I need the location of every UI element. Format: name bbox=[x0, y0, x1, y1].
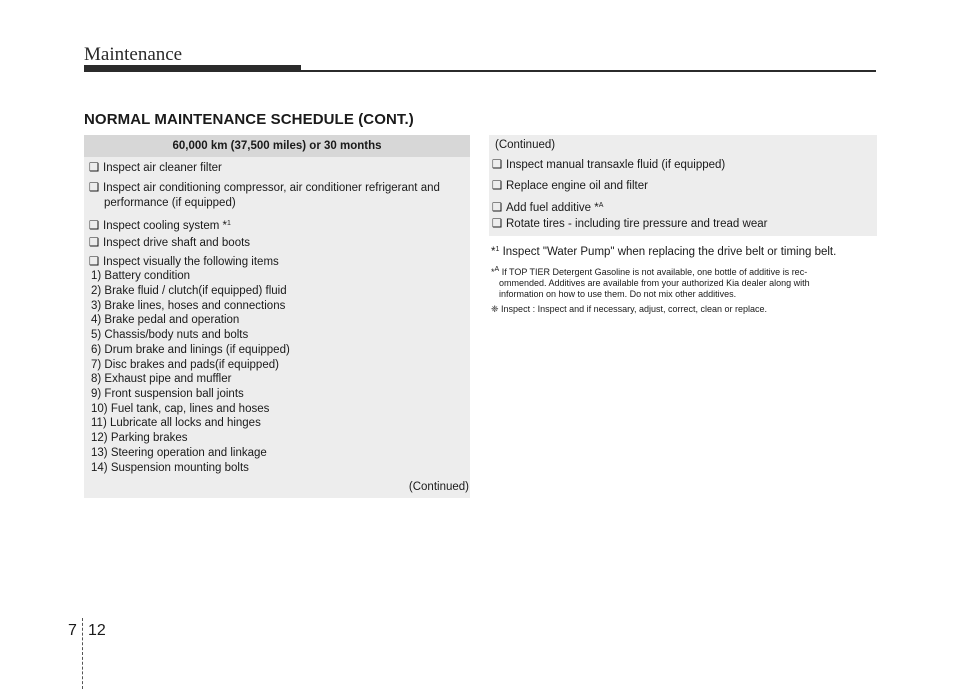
checkbox-icon: ❑ bbox=[492, 218, 503, 230]
checklist-item bbox=[492, 198, 603, 216]
note-text: Inspect : Inspect and if necessary, adjust, correct, clean or replace. bbox=[498, 304, 768, 314]
checkbox-icon: ❑ bbox=[89, 162, 100, 174]
inspect-note bbox=[491, 304, 877, 315]
sub-item: 11) Lubricate all locks and hinges bbox=[91, 417, 261, 429]
footnote-text: Inspect "Water Pump" when replacing the drive belt or timing belt. bbox=[499, 246, 837, 258]
footnote-1 bbox=[491, 246, 836, 258]
footnote-text: information on how to use them. Do not mix other additives. bbox=[499, 289, 737, 299]
checklist-item bbox=[89, 181, 440, 211]
item-text-cont: performance (if equipped) bbox=[104, 197, 236, 209]
sub-item: 5) Chassis/body nuts and bolts bbox=[91, 329, 249, 341]
item-text: Rotate tires - including tire pressure and tread wear bbox=[506, 218, 768, 230]
item-text: Inspect air cleaner filter bbox=[103, 162, 222, 174]
footnote-text: If TOP TIER Detergent Gasoline is not available, one bottle of additive is rec- bbox=[499, 267, 808, 277]
sub-item: 6) Drum brake and linings (if equipped) bbox=[91, 344, 290, 356]
sub-item: 8) Exhaust pipe and muffler bbox=[91, 373, 232, 385]
checklist-item bbox=[492, 179, 648, 194]
footnote-text: ommended. Additives are available from your authorized Kia dealer along with bbox=[499, 278, 810, 288]
footnote-a bbox=[491, 264, 877, 300]
footer-divider bbox=[82, 618, 84, 689]
checklist-item bbox=[89, 161, 222, 176]
item-text: Inspect air conditioning compressor, air conditioner refrigerant and bbox=[103, 182, 440, 194]
item-text: Inspect manual transaxle fluid (if equipped) bbox=[506, 159, 726, 171]
sub-item: 2) Brake fluid / clutch(if equipped) fluid bbox=[91, 285, 287, 297]
item-text: Inspect visually the following items bbox=[103, 256, 279, 268]
continued-label: (Continued) bbox=[495, 139, 556, 151]
sub-item: 12) Parking brakes bbox=[91, 432, 188, 444]
continued-label: (Continued) bbox=[408, 481, 469, 493]
interval-title: 60,000 km (37,500 miles) or 30 months bbox=[84, 135, 470, 157]
footnote-mark: * bbox=[491, 267, 495, 277]
checklist-item bbox=[89, 216, 231, 234]
item-text: Inspect cooling system * bbox=[103, 220, 228, 232]
item-text: Replace engine oil and filter bbox=[506, 180, 648, 192]
footnote-mark: * bbox=[491, 246, 496, 258]
checkbox-icon: ❑ bbox=[492, 180, 503, 192]
checkbox-icon: ❑ bbox=[492, 159, 503, 171]
checklist-item bbox=[492, 217, 767, 232]
sub-item: 14) Suspension mounting bolts bbox=[91, 462, 249, 474]
page-number: 12 bbox=[88, 622, 106, 639]
footnote-ref: A bbox=[598, 202, 604, 209]
checkbox-icon: ❑ bbox=[89, 237, 100, 249]
item-text: Add fuel additive * bbox=[506, 202, 599, 214]
checkbox-icon: ❑ bbox=[492, 202, 503, 214]
footnote-ref: 1 bbox=[227, 220, 231, 227]
sub-item: 4) Brake pedal and operation bbox=[91, 314, 240, 326]
sub-item: 9) Front suspension ball joints bbox=[91, 388, 244, 400]
page-heading: NORMAL MAINTENANCE SCHEDULE (CONT.) bbox=[84, 111, 414, 128]
sub-item: 3) Brake lines, hoses and connections bbox=[91, 300, 286, 312]
sub-item: 7) Disc brakes and pads(if equipped) bbox=[91, 359, 279, 371]
header-rule-thin bbox=[301, 70, 876, 72]
chapter-number: 7 bbox=[68, 622, 77, 639]
checkbox-icon: ❑ bbox=[89, 182, 100, 194]
sub-item: 13) Steering operation and linkage bbox=[91, 447, 267, 459]
footnote-sup: A bbox=[494, 266, 500, 273]
section-title: Maintenance bbox=[84, 44, 183, 65]
note-mark-icon: ❈ bbox=[491, 304, 499, 314]
header-rule-thick bbox=[84, 65, 301, 72]
sub-item: 10) Fuel tank, cap, lines and hoses bbox=[91, 403, 270, 415]
item-text: Inspect drive shaft and boots bbox=[103, 237, 251, 249]
checkbox-icon: ❑ bbox=[89, 256, 100, 268]
checklist-item bbox=[89, 236, 250, 251]
checklist-item bbox=[89, 255, 279, 270]
footnote-sup: 1 bbox=[495, 246, 500, 253]
checklist-item bbox=[492, 158, 725, 173]
sub-item: 1) Battery condition bbox=[91, 270, 191, 282]
checkbox-icon: ❑ bbox=[89, 220, 100, 232]
